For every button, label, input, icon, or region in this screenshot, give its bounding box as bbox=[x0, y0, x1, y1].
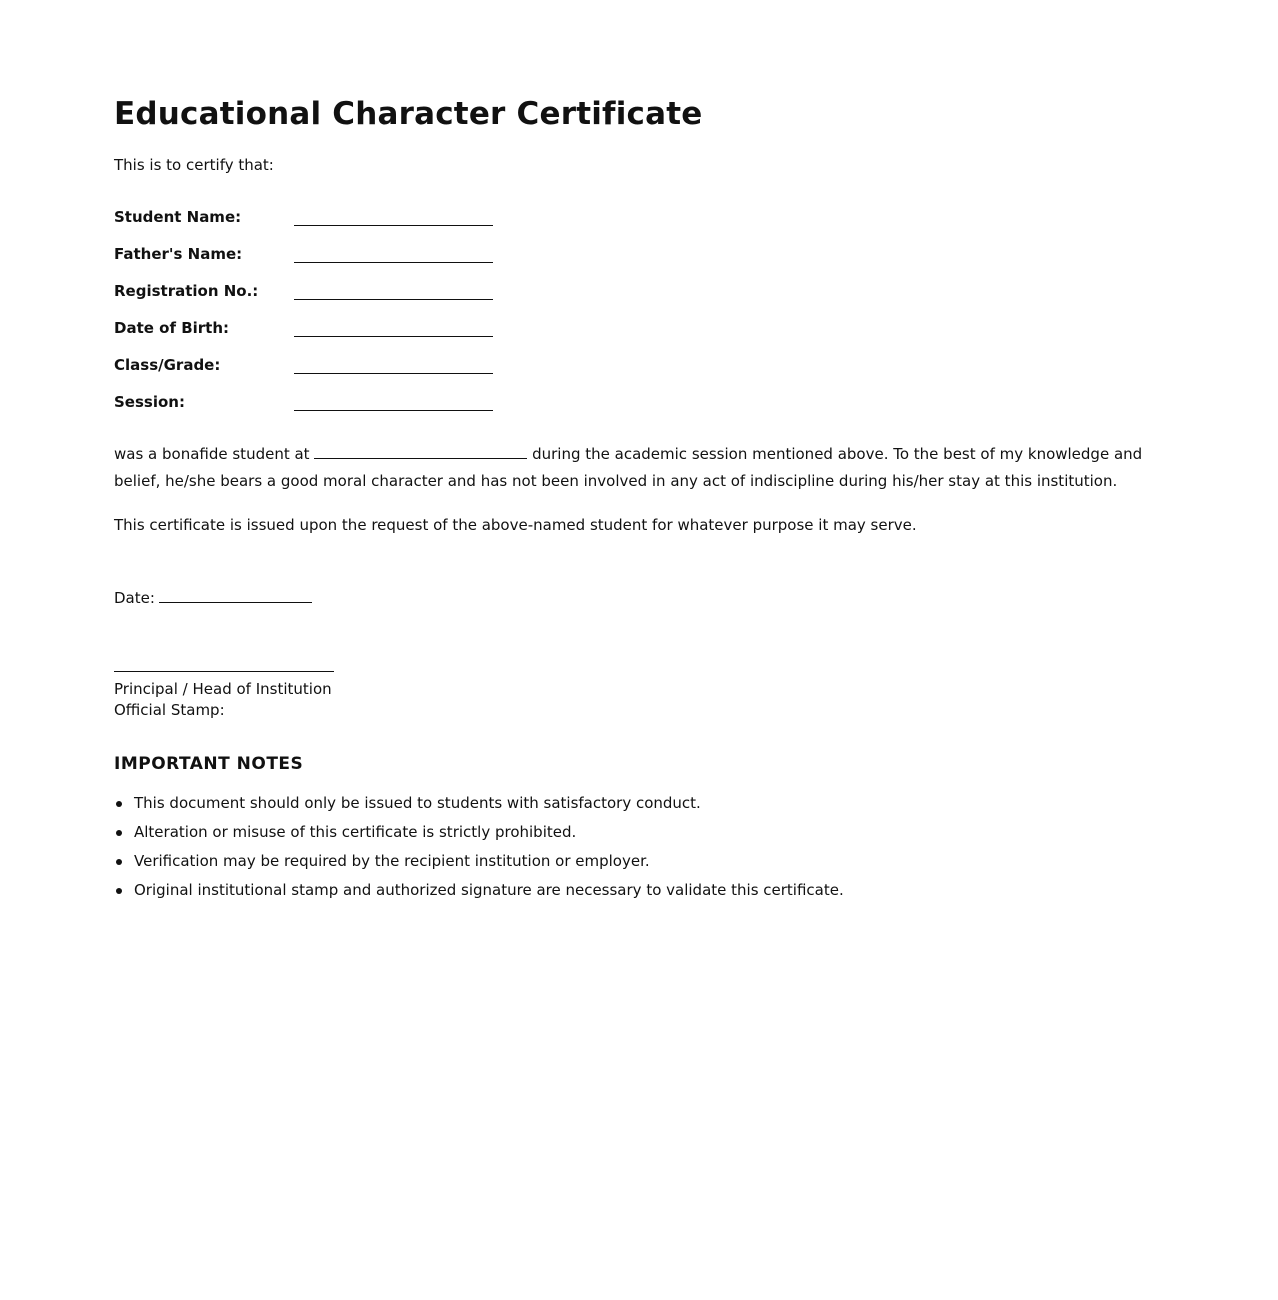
notes-heading: IMPORTANT NOTES bbox=[114, 754, 304, 774]
field-label: Session: bbox=[114, 393, 185, 411]
list-item bbox=[114, 823, 1154, 852]
institution-blank-line bbox=[314, 444, 527, 459]
field-label: Class/Grade: bbox=[114, 356, 221, 374]
list-item bbox=[114, 852, 1154, 881]
field-blank-line bbox=[294, 393, 493, 411]
body-paragraph bbox=[114, 441, 1154, 495]
signature-title: Principal / Head of Institution bbox=[114, 680, 332, 698]
field-registration-no bbox=[114, 282, 514, 302]
bullet-icon bbox=[116, 830, 122, 836]
date-field bbox=[114, 588, 312, 607]
purpose-paragraph: This certificate is issued upon the request of the above-named student for whatever purpose it may serve. bbox=[114, 516, 917, 534]
date-label: Date: bbox=[114, 589, 155, 607]
note-text: Verification may be required by the recipient institution or employer. bbox=[134, 852, 650, 870]
field-blank-line bbox=[294, 319, 493, 337]
body-text-part2: during the academic session mentioned above. To the best of my knowledge and belief, he/she bears a good moral character and has not been involved in any act of indiscipline during his/her stay at this institution. bbox=[114, 445, 1143, 490]
bullet-icon bbox=[116, 801, 122, 807]
field-student-name bbox=[114, 208, 514, 228]
signature-line bbox=[114, 671, 334, 672]
note-text: This document should only be issued to students with satisfactory conduct. bbox=[134, 794, 701, 812]
note-text: Original institutional stamp and authorized signature are necessary to validate this certificate. bbox=[134, 881, 844, 899]
stamp-label: Official Stamp: bbox=[114, 701, 225, 719]
bullet-icon bbox=[116, 888, 122, 894]
body-text-part1: was a bonafide student at bbox=[114, 445, 315, 463]
intro-text: This is to certify that: bbox=[114, 156, 274, 174]
date-blank-line bbox=[159, 588, 312, 603]
field-label: Date of Birth: bbox=[114, 319, 230, 337]
list-item bbox=[114, 794, 1154, 823]
field-class-grade bbox=[114, 356, 514, 376]
note-text: Alteration or misuse of this certificate is strictly prohibited. bbox=[134, 823, 577, 841]
field-label: Registration No.: bbox=[114, 282, 259, 300]
bullet-icon bbox=[116, 859, 122, 865]
field-session bbox=[114, 393, 514, 413]
page-title: Educational Character Certificate bbox=[114, 96, 703, 132]
field-label: Student Name: bbox=[114, 208, 242, 226]
field-fathers-name bbox=[114, 245, 514, 265]
field-blank-line bbox=[294, 245, 493, 263]
field-blank-line bbox=[294, 208, 493, 226]
notes-list bbox=[114, 794, 1154, 910]
field-date-of-birth bbox=[114, 319, 514, 339]
list-item bbox=[114, 881, 1154, 910]
field-label: Father's Name: bbox=[114, 245, 243, 263]
field-blank-line bbox=[294, 282, 493, 300]
field-blank-line bbox=[294, 356, 493, 374]
